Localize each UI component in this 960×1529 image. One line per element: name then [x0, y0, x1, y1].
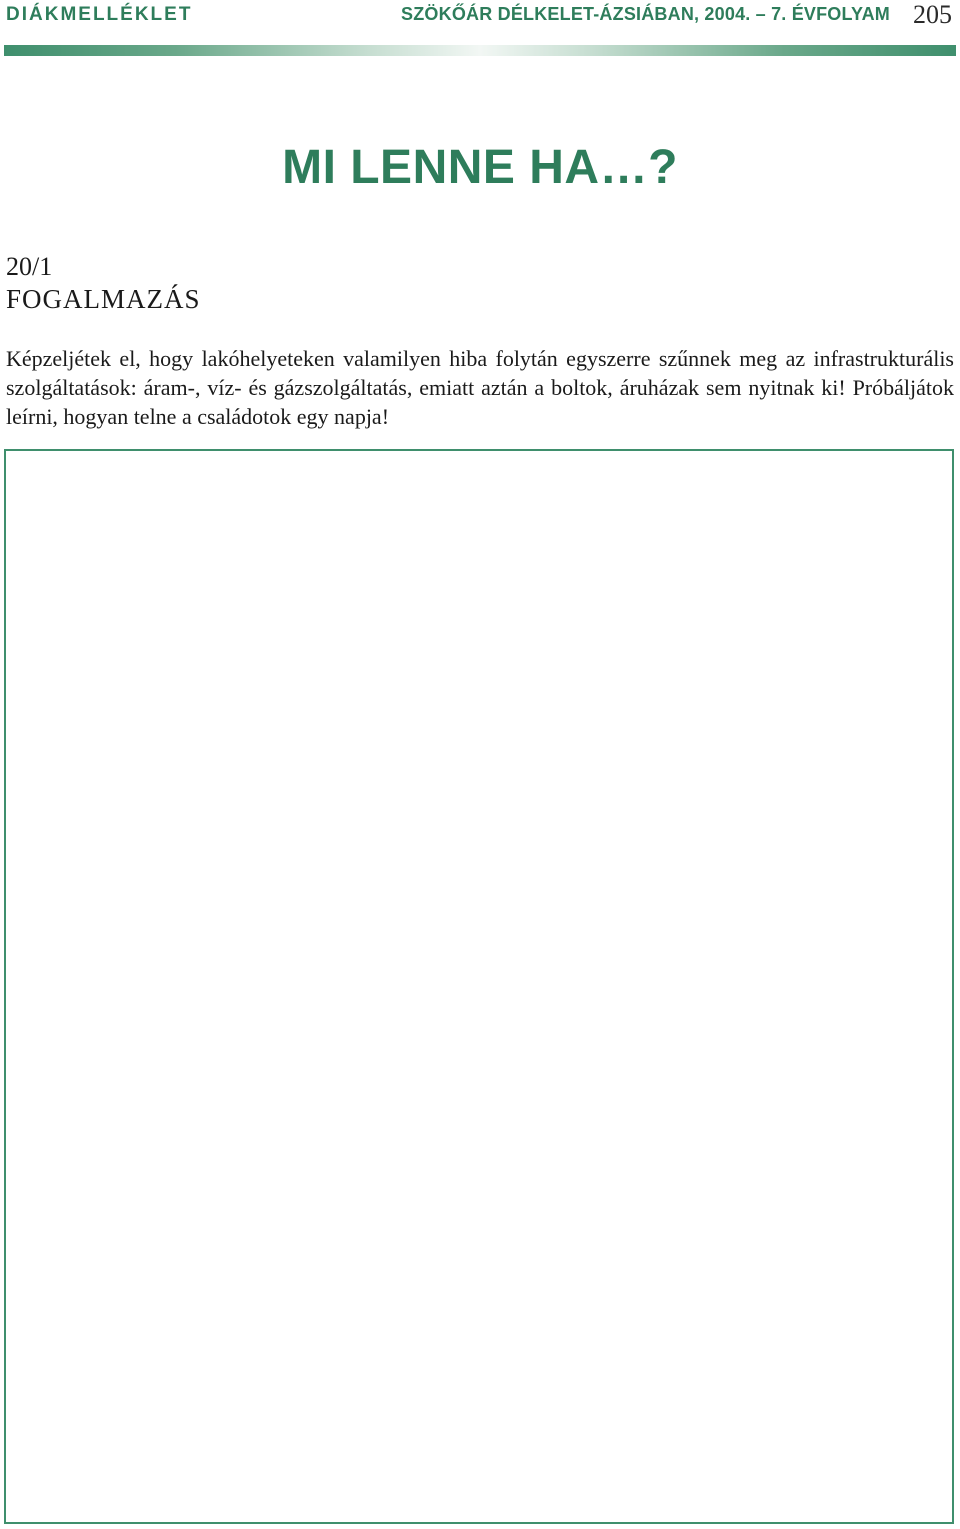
page-number: 205 [913, 0, 952, 29]
page-title: MI LENNE HA…? [282, 141, 678, 194]
header-rule [4, 45, 956, 56]
section-label: DIÁKMELLÉKLET [6, 4, 193, 25]
task-number: 20/1 [6, 252, 53, 281]
running-title: SZÖKŐÁR DÉLKELET-ÁZSIÁBAN, 2004. – 7. ÉVFOLYAM [401, 4, 890, 24]
answer-box[interactable] [4, 449, 954, 1524]
page-header [0, 0, 960, 40]
task-instruction: Képzeljétek el, hogy lakóhelyeteken valamilyen hiba folytán egyszerre szűnnek meg az infrastrukturális szolgáltatások: áram-, víz- és gázszolgáltatás, emiatt aztán a boltok, áruházak sem nyitnak ki! Próbáljátok leírni, hogyan telne a családotok egy napja! [6, 346, 954, 429]
task-type: FOGALMAZÁS [6, 284, 201, 314]
